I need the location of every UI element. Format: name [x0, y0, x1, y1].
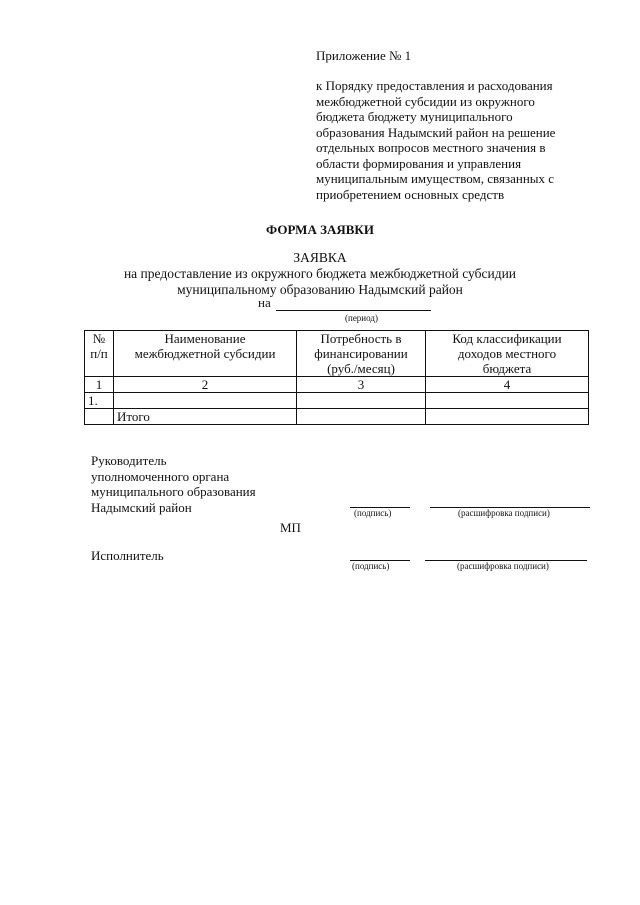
period-line — [258, 295, 271, 311]
signer-line: Руководитель — [91, 453, 167, 468]
application-line-2: муниципальному образованию Надымский район — [177, 282, 463, 297]
table-cell[interactable] — [297, 409, 426, 425]
signer-block — [91, 453, 256, 515]
table-header-row — [85, 331, 589, 377]
period-field[interactable] — [276, 310, 431, 311]
table-cell[interactable] — [297, 393, 426, 409]
table-row — [85, 393, 589, 409]
executor-label: Исполнитель — [91, 548, 164, 563]
appendix-text — [316, 78, 616, 202]
table-cell — [85, 409, 114, 425]
appendix-line: отдельных вопросов местного значения в — [316, 140, 546, 155]
application-heading-block — [0, 250, 640, 298]
subsidy-table — [84, 330, 589, 425]
table-cell: 1. — [85, 393, 114, 409]
table-cell[interactable] — [426, 393, 589, 409]
appendix-line: к Порядку предоставления и расходования — [316, 78, 553, 93]
executor-signature-caption: (подпись) — [352, 561, 390, 571]
header-code: Код классификации доходов местного бюджета — [426, 331, 589, 377]
table-cell: 3 — [297, 377, 426, 393]
table-total-row — [85, 409, 589, 425]
table-cell: 2 — [114, 377, 297, 393]
appendix-title: Приложение № 1 — [316, 48, 412, 63]
executor-decoding-caption: (расшифровка подписи) — [457, 561, 549, 571]
signer-signature-caption: (подпись) — [354, 508, 392, 518]
signer-line: муниципального образования — [91, 484, 256, 499]
application-heading: ЗАЯВКА — [293, 250, 347, 265]
header-need: Потребность в финансировании (руб./месяц) — [297, 331, 426, 377]
na-label: на — [258, 295, 271, 310]
seal-place: МП — [280, 520, 301, 535]
form-title: ФОРМА ЗАЯВКИ — [266, 222, 374, 237]
table-number-row — [85, 377, 589, 393]
total-label: Итого — [114, 409, 297, 425]
table-cell: 1 — [85, 377, 114, 393]
appendix-line: муниципальным имуществом, связанных с — [316, 171, 555, 186]
appendix-line: приобретением основных средств — [316, 186, 505, 202]
header-number: № п/п — [85, 331, 114, 377]
appendix-line: межбюджетной субсидии из окружного — [316, 93, 535, 109]
appendix-line: бюджета бюджету муниципального — [316, 109, 513, 124]
table-cell: 4 — [426, 377, 589, 393]
appendix-line: образования Надымский район на решение — [316, 124, 556, 140]
signer-line: Надымский район — [91, 499, 192, 515]
table-cell[interactable] — [426, 409, 589, 425]
table-cell[interactable] — [114, 393, 297, 409]
signer-line: уполномоченного органа — [91, 468, 230, 484]
period-caption: (период) — [345, 313, 378, 323]
application-line-1: на предоставление из окружного бюджета межбюджетной субсидии — [123, 266, 517, 281]
appendix-line: области формирования и управления — [316, 155, 522, 171]
header-name: Наименование межбюджетной субсидии — [114, 331, 297, 377]
signer-decoding-caption: (расшифровка подписи) — [458, 508, 550, 518]
